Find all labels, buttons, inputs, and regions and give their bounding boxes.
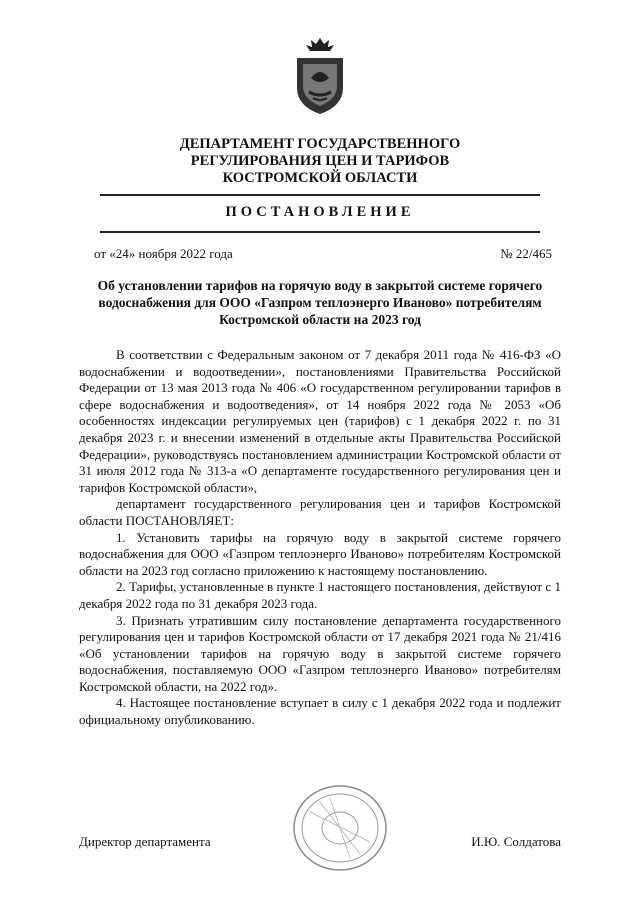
document-body — [79, 347, 561, 729]
paragraph-resolves: департамент государственного регулирования цен и тарифов Костромской области ПОСТАНОВЛЯЕТ: — [79, 496, 561, 528]
coat-of-arms-icon — [289, 34, 351, 118]
department-name-line-2: РЕГУЛИРОВАНИЯ ЦЕН И ТАРИФОВ — [190, 153, 450, 169]
department-name-line-1: ДЕПАРТАМЕНТ ГОСУДАРСТВЕННОГО — [179, 136, 461, 152]
header-divider — [100, 194, 540, 196]
department-name-line-3: КОСТРОМСКОЙ ОБЛАСТИ — [222, 170, 418, 186]
document-number: № 22/465 — [500, 246, 552, 261]
signatory-position: Директор департамента — [79, 834, 211, 849]
document-subject: Об установлении тарифов на горячую воду в закрытой системе горячего водоснабжения для ООО «Газпром теплоэнерго Иваново» потребителям Костромской области на 2023 год — [97, 278, 543, 327]
paragraph-item-2: 2. Тарифы, установленные в пункте 1 настоящего постановления, действуют с 1 декабря 2022 года по 31 декабря 2023 года. — [79, 579, 561, 611]
paragraph-item-3: 3. Признать утратившим силу постановление департамента государственного регулирования цен и тарифов Костромской области от 17 декабря 2021 года № 21/416 «Об установлении тарифов на горячую воду в закрытой системе горячего водоснабжения, поставляемую ООО «Газпром теплоэнерго Иваново» потребителям Костромской области, на 2022 год». — [79, 612, 561, 694]
document-date: от «24» ноября 2022 года — [94, 246, 233, 261]
paragraph-preamble: В соответствии с Федеральным законом от 7 декабря 2011 года № 416-ФЗ «О водоснабжении и водоотведении», постановлениями Правительства Российской Федерации от 13 мая 2013 года № 406 «О государственном регулировании тарифов в сфере водоснабжения и водоотведения», от 14 ноября 2022 года № 2053 «Об особенностях индексации регулируемых цен (тарифов) с 1 декабря 2022 г. по 31 декабря 2023 г. и внесении изменений в отдельные акты Правительства Российской Федерации», руководствуясь постановлением администрации Костромской области от 31 июля 2012 года № 313-а «О департаменте государственного регулирования цен и тарифов Костромской области», — [79, 347, 561, 495]
signatory-name: И.Ю. Солдатова — [471, 834, 561, 849]
paragraph-item-4: 4. Настоящее постановление вступает в силу с 1 декабря 2022 года и подлежит официальному опубликованию. — [79, 695, 561, 728]
document-type: ПОСТАНОВЛЕНИЕ — [225, 204, 415, 220]
official-stamp-icon — [290, 782, 390, 874]
paragraph-item-1: 1. Установить тарифы на горячую воду в закрытой системе горячего водоснабжения для ООО «Газпром теплоэнерго Иваново» потребителям Костромской области на 2023 год согласно приложению к настоящему постановлению. — [79, 529, 561, 578]
title-divider — [100, 231, 540, 233]
